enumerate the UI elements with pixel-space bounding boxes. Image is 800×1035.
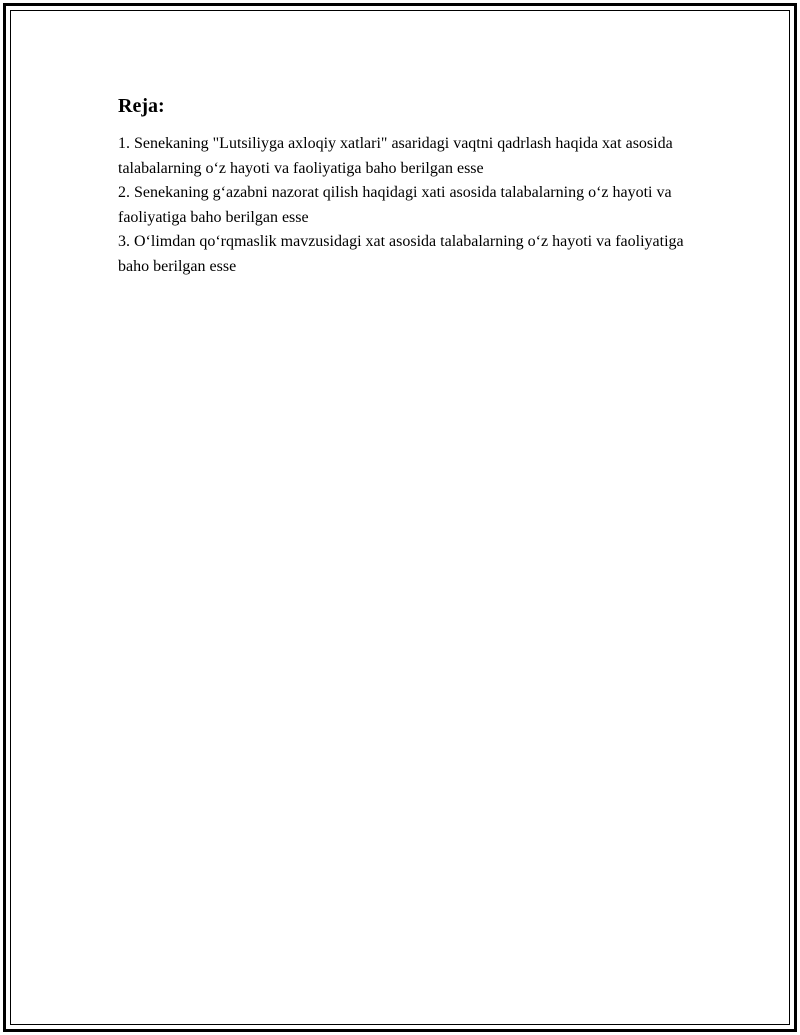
- plan-list: [118, 132, 698, 279]
- plan-item-3: 3. O‘limdan qo‘rqmaslik mavzusidagi xat asosida talabalarning o‘z hayoti va faoliyatiga baho berilgan esse: [118, 233, 684, 275]
- plan-heading: Reja:: [118, 95, 165, 117]
- plan-item-2: 2. Senekaning g‘azabni nazorat qilish haqidagi xati asosida talabalarning o‘z hayoti va faoliyatiga baho berilgan esse: [118, 184, 672, 226]
- document-body: [118, 94, 698, 279]
- plan-item-1: 1. Senekaning "Lutsiliyga axloqiy xatlari" asaridagi vaqtni qadrlash haqida xat asosida talabalarning o‘z hayoti va faoliyatiga baho berilgan esse: [118, 135, 673, 177]
